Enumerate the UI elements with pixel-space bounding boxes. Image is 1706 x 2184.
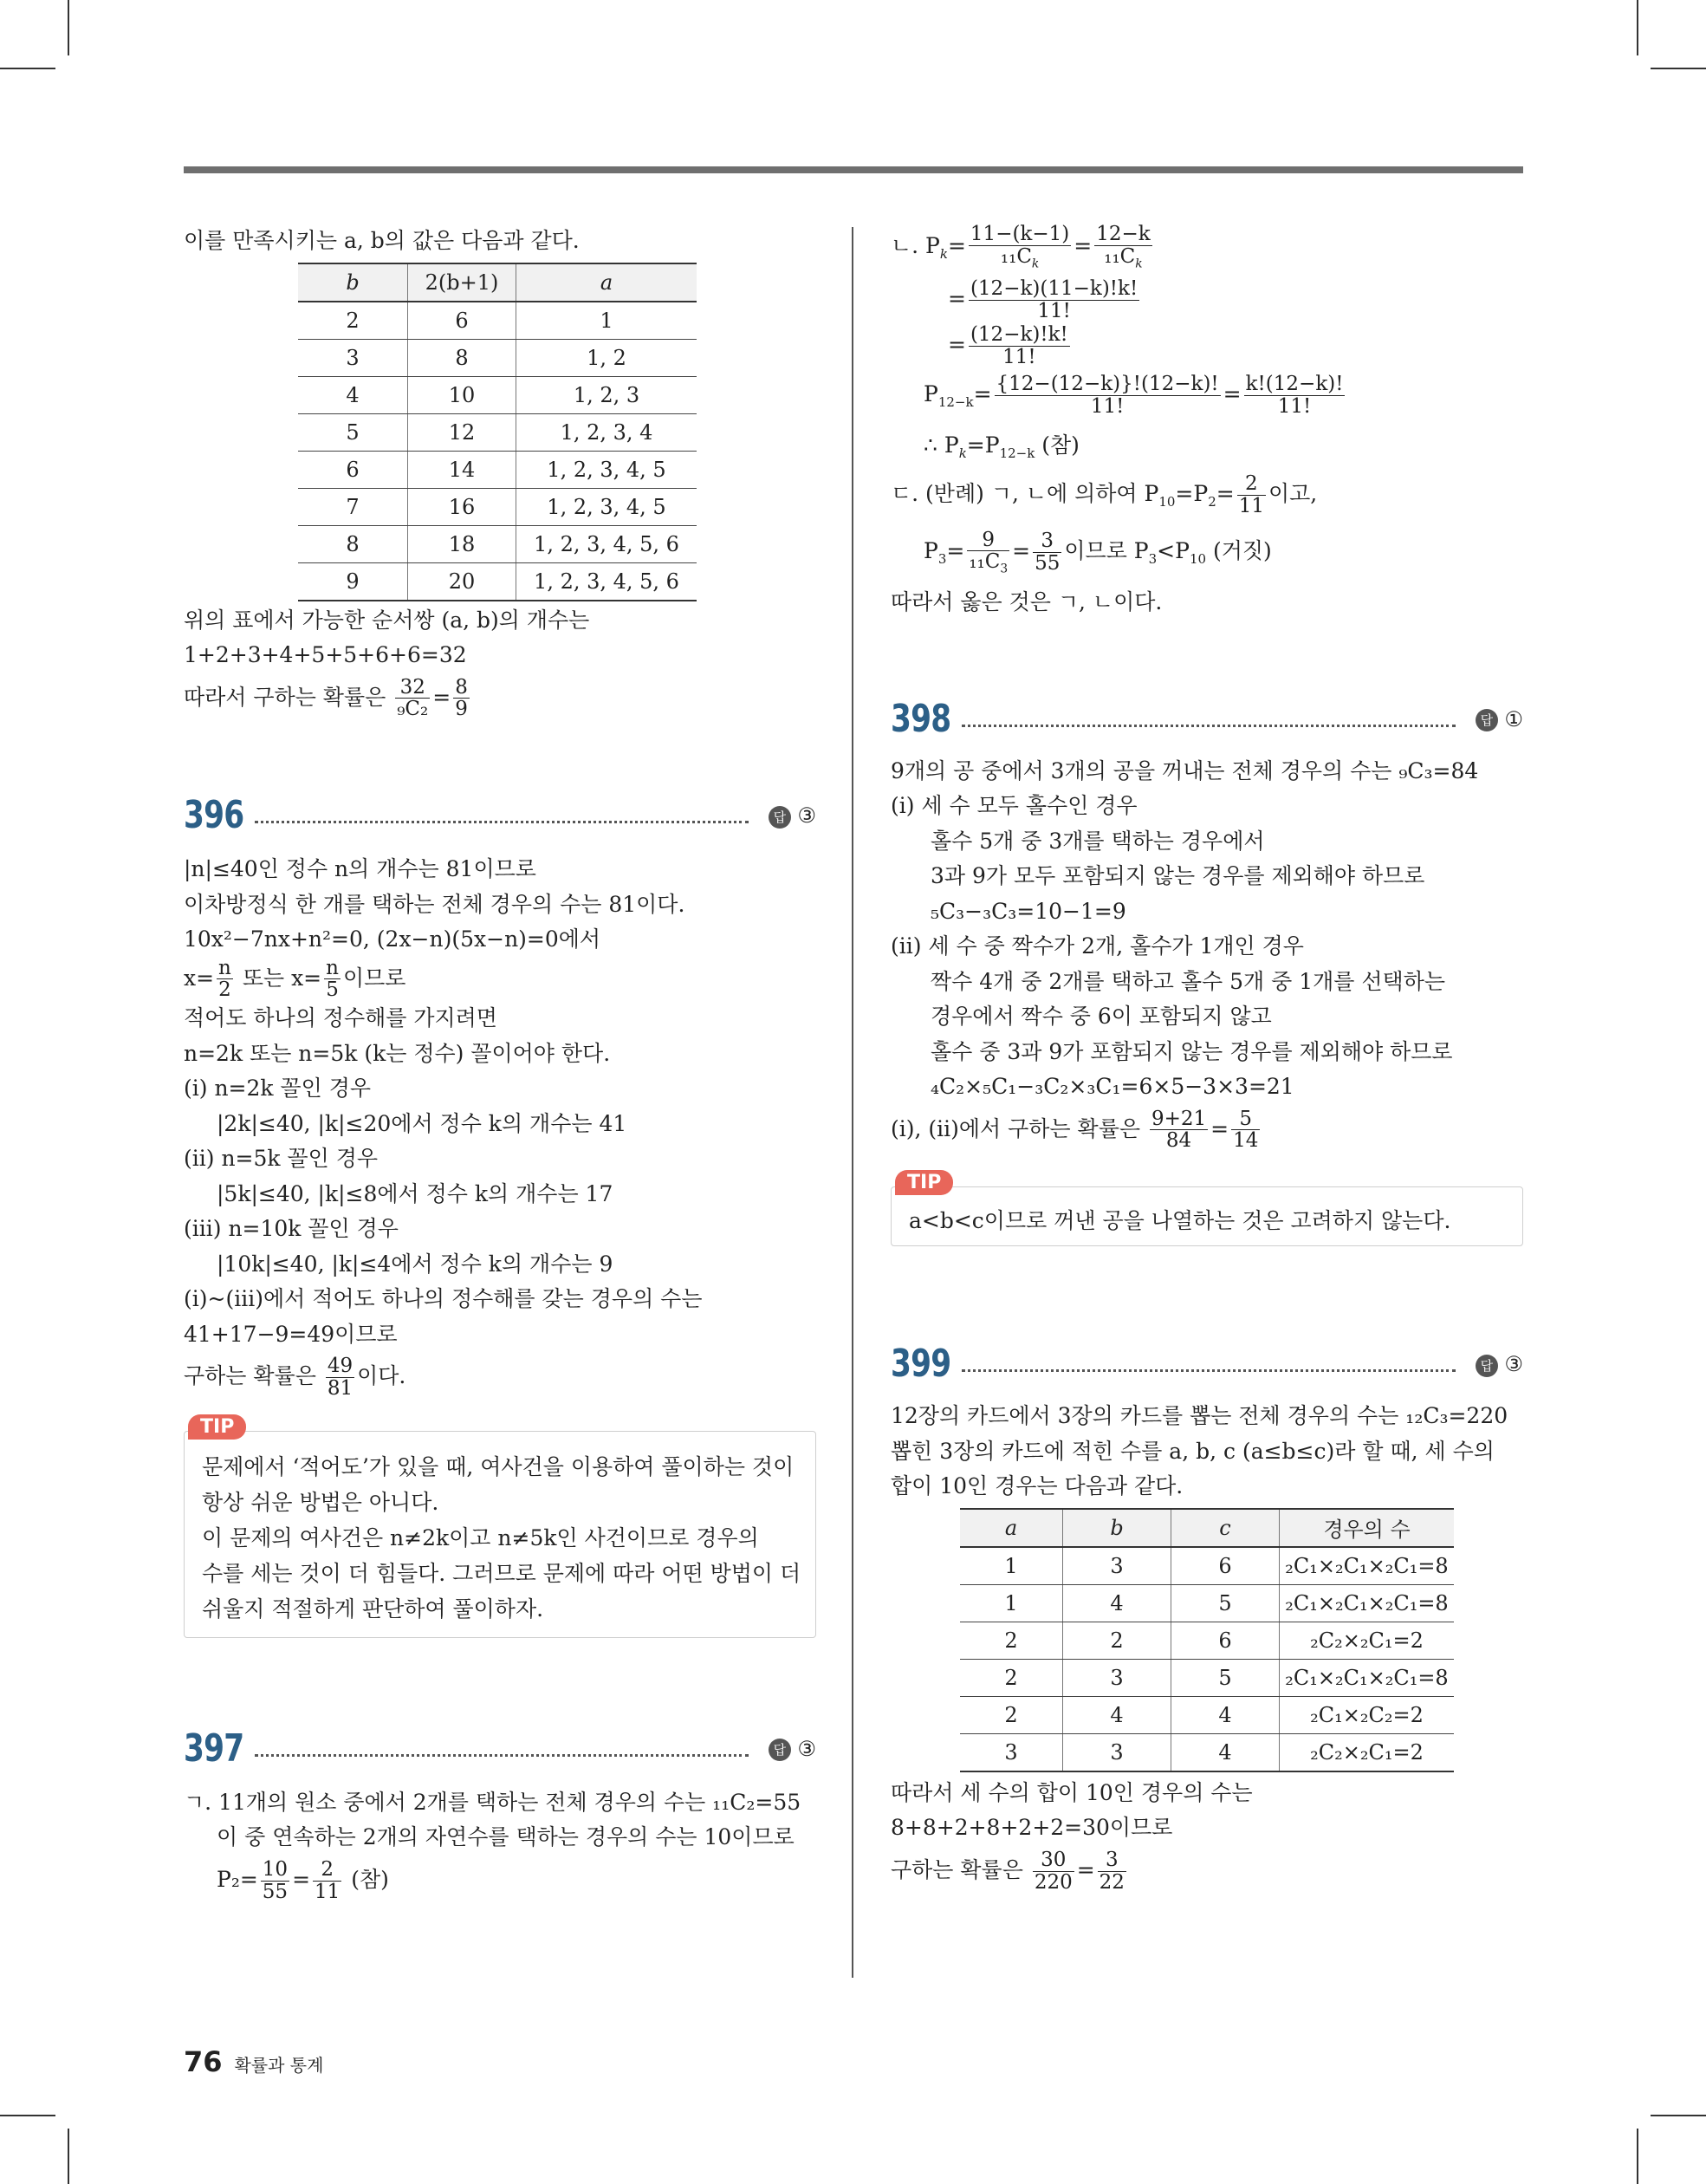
text: =P: [966, 432, 1000, 458]
text-line: [184, 1355, 816, 1400]
fraction: [324, 958, 341, 1002]
text: 이므로 P: [1064, 538, 1149, 564]
cell: 3: [1063, 1547, 1171, 1585]
cell: ₂C₁×₂C₁×₂C₁=8: [1280, 1659, 1455, 1696]
numerator: 32: [395, 677, 430, 699]
fraction: [1231, 1108, 1260, 1153]
text-line: 적어도 하나의 정수해를 가지려면: [184, 1005, 497, 1031]
problem-number: 397: [184, 1726, 244, 1771]
crop-mark: [1637, 2129, 1638, 2184]
fraction: [995, 374, 1221, 418]
table-header: b: [298, 263, 408, 302]
text: 이고,: [1268, 481, 1318, 507]
table-header: a: [516, 263, 697, 302]
cell: 1, 2: [516, 339, 697, 376]
table-row: [298, 413, 697, 451]
denominator: 14: [1233, 1129, 1259, 1153]
cell: 20: [408, 562, 516, 601]
text: 구하는 확률은: [891, 1856, 1023, 1882]
text-line: P₂= $\frac{10}{55}$ = $\frac{2}{11}$ (참): [217, 1857, 389, 1903]
table-a-values: [298, 263, 697, 601]
text-line: [184, 958, 816, 1002]
text-line: 이 중 연속하는 2개의 자연수를 택하는 경우의 수는 10이므로: [217, 1824, 795, 1850]
text: 또는 x=: [242, 965, 322, 991]
text-line: |n|≤40인 정수 n의 개수는 81이므로: [184, 856, 536, 882]
text: ₁₁C: [1104, 245, 1136, 269]
cell: 6: [1171, 1622, 1280, 1659]
numerator: n: [218, 956, 231, 979]
fraction: [1244, 374, 1346, 418]
answer-value: ①: [1504, 706, 1523, 731]
text: 따라서 구하는 확률은: [184, 684, 386, 710]
numerator: 11−(k−1): [970, 223, 1070, 246]
table-row: [960, 1659, 1454, 1696]
cell: ₂C₁×₂C₂=2: [1280, 1696, 1455, 1733]
cell: 1, 2, 3, 4, 5: [516, 488, 697, 525]
subscript: k: [1031, 257, 1040, 271]
denominator: 11: [315, 1880, 341, 1903]
fraction: [967, 530, 1009, 576]
text: P: [924, 380, 938, 406]
cell: 1, 2, 3, 4, 5, 6: [516, 525, 697, 562]
cell: 3: [960, 1733, 1063, 1771]
text: (거짓): [1212, 538, 1272, 564]
text-line: ₄C₂×₅C₁−₃C₂×₃C₁=6×5−3×3=21: [931, 1074, 1294, 1100]
answer-badge-icon: 답: [769, 806, 791, 829]
text: 이다.: [357, 1363, 406, 1389]
cell: 3: [1063, 1733, 1171, 1771]
cell: ₂C₁×₂C₁×₂C₁=8: [1280, 1584, 1455, 1622]
text-line: n=2k 또는 n=5k (k는 정수) 꼴이어야 한다.: [184, 1040, 611, 1066]
table-header: a: [960, 1509, 1063, 1547]
cell: ₂C₁×₂C₁×₂C₁=8: [1280, 1547, 1455, 1585]
equation-line: ㄴ. $P_k=$ $\frac{11-(k-1)}{_{11}C_k}$ = $\frac{12-k}{_{11}C_k}$: [891, 223, 1151, 271]
problem-number: 396: [184, 793, 244, 838]
text-line: 12장의 카드에서 3장의 카드를 뽑는 전체 경우의 수는 ₁₂C₃=220: [891, 1403, 1508, 1429]
numerator: 9+21: [1151, 1107, 1207, 1130]
tip-text: 이 문제의 여사건은 n≠2k이고 n≠5k인 사건이므로 경우의: [202, 1524, 759, 1550]
denominator: [1094, 246, 1151, 270]
fraction: [969, 224, 1071, 270]
table-header: b: [1063, 1509, 1171, 1547]
cell: 5: [1171, 1659, 1280, 1696]
text-line: 뽑힌 3장의 카드에 적힌 수를 a, b, c (a≤b≤c)라 할 때, 세 수의: [891, 1438, 1495, 1464]
cell: 1, 2, 3, 4, 5: [516, 451, 697, 488]
tip-box: [891, 1172, 1523, 1246]
dotted-leader: [255, 1754, 749, 1757]
section-label: 확률과 통계: [234, 2055, 324, 2076]
answer: [769, 803, 816, 829]
cell: 5: [1171, 1584, 1280, 1622]
text-line: 8+8+2+8+2+2=30이므로: [891, 1815, 1173, 1841]
fraction: [1098, 1849, 1126, 1894]
text-line: 이차방정식 한 개를 택하는 전체 경우의 수는 81이다.: [184, 891, 685, 917]
table-row: [298, 562, 697, 601]
tip-text: 쉬울지 적절하게 판단하여 풀이하자.: [202, 1596, 544, 1622]
cell: 8: [408, 339, 516, 376]
answer-badge-icon: 답: [769, 1739, 791, 1761]
text-line: |10k|≤40, |k|≤4에서 정수 k의 개수는 9: [217, 1251, 613, 1277]
cell: 1, 2, 3, 4: [516, 413, 697, 451]
cell: 6: [1171, 1547, 1280, 1585]
text-line: |2k|≤40, |k|≤20에서 정수 k의 개수는 41: [217, 1110, 627, 1136]
denominator: 11!: [1090, 394, 1125, 418]
text: ㄷ. (반례) ㄱ, ㄴ에 의하여 P: [891, 481, 1159, 507]
fraction: [1033, 530, 1061, 575]
denominator: 5: [326, 978, 339, 1002]
fraction: [453, 677, 470, 721]
header-rule: [184, 166, 1523, 173]
numerator: 12−k: [1096, 223, 1151, 246]
text: P₂=: [217, 1866, 258, 1892]
numerator: k!(12−k)!: [1245, 372, 1344, 395]
cell: 2: [1063, 1622, 1171, 1659]
equation-line: $P_{12-k}=$ $\frac{\{12-(12-k)\}!(12-k)!}{11!}$ = $\frac{k!(12-k)!}{11!}$: [924, 372, 1344, 418]
cell: 6: [298, 451, 408, 488]
fraction: [1033, 1849, 1074, 1894]
text-line: 짝수 4개 중 2개를 택하고 홀수 5개 중 1개를 선택하는: [931, 968, 1445, 994]
fraction: [1094, 224, 1151, 270]
fraction: [1237, 473, 1266, 517]
text-line: |5k|≤40, |k|≤8에서 정수 k의 개수는 17: [217, 1180, 613, 1206]
cell: 6: [408, 302, 516, 340]
fraction: [313, 1859, 341, 1903]
text: P: [924, 538, 938, 564]
cell: 18: [408, 525, 516, 562]
text-line: 1+2+3+4+5+5+6+6=32: [184, 642, 467, 667]
text-line: (i) n=2k 꼴인 경우: [184, 1076, 372, 1102]
cell: 10: [408, 376, 516, 413]
cell: 2: [960, 1659, 1063, 1696]
cell: 8: [298, 525, 408, 562]
text-line: 홀수 중 3과 9가 포함되지 않는 경우를 제외해야 하므로: [931, 1038, 1453, 1064]
numerator: n: [326, 956, 339, 979]
subscript: 10: [1189, 551, 1207, 568]
text: =P: [1175, 481, 1209, 507]
text-line: 따라서 옳은 것은 ㄱ, ㄴ이다.: [891, 589, 1163, 615]
cell: 14: [408, 451, 516, 488]
cell: 3: [298, 339, 408, 376]
tip-text: a<b<c이므로 꺼낸 공을 나열하는 것은 고려하지 않는다.: [909, 1208, 1451, 1234]
table-header: 경우의 수: [1280, 1509, 1455, 1547]
denominator: 22: [1099, 1870, 1125, 1894]
text-line: 따라서 세 수의 합이 10인 경우의 수는: [891, 1779, 1253, 1805]
table-row: [960, 1733, 1454, 1771]
numerator: {12−(12−k)}!(12−k)!: [996, 372, 1219, 395]
answer-badge-icon: 답: [1476, 709, 1498, 731]
table-row: [960, 1547, 1454, 1585]
text: ₁₁C: [1000, 245, 1032, 269]
crop-mark: [1637, 0, 1638, 55]
cell: 2: [298, 302, 408, 340]
text: x=: [184, 965, 215, 991]
table-row: [298, 451, 697, 488]
denominator: 9: [455, 698, 468, 721]
numerator: 8: [455, 675, 468, 699]
fraction: [969, 278, 1139, 322]
cell: 1: [960, 1547, 1063, 1585]
page-number: 76: [184, 2045, 223, 2078]
denominator: 81: [327, 1377, 354, 1401]
intro-text: 이를 만족시키는 a, b의 값은 다음과 같다.: [184, 228, 580, 253]
problem-397-header: [184, 1725, 816, 1780]
equation-line: ㄷ. (반례) ㄱ, ㄴ에 의하여 $P_{10}=P_2=$ $\frac{2}{11}$ 이고,: [891, 472, 1318, 518]
numerator: 3: [1033, 530, 1061, 553]
denominator: ₉C₂: [397, 698, 429, 721]
text-line: 3과 9가 모두 포함되지 않는 경우를 제외해야 하므로: [931, 863, 1425, 889]
denominator: 11: [1238, 495, 1264, 518]
cell: 7: [298, 488, 408, 525]
cell: 2: [960, 1696, 1063, 1733]
answer-value: ③: [797, 803, 816, 829]
denominator: 11!: [1002, 345, 1036, 368]
dotted-leader: [255, 821, 749, 823]
table-row: [960, 1696, 1454, 1733]
equation-line: = $\frac{(12-k)(11-k)!k!}{11!}$: [948, 277, 1138, 322]
cell: 4: [1063, 1584, 1171, 1622]
cell: 9: [298, 562, 408, 601]
table-row: [298, 302, 697, 340]
text: <P: [1157, 538, 1190, 564]
cell: 12: [408, 413, 516, 451]
tip-label: TIP: [895, 1170, 953, 1195]
subscript: 12−k: [937, 393, 974, 410]
table-row: [298, 525, 697, 562]
denominator: [967, 551, 1009, 575]
denominator: 55: [262, 1880, 289, 1903]
denominator: 2: [218, 978, 231, 1002]
subscript: 2: [1208, 494, 1216, 510]
table-header: 2(b+1): [408, 263, 516, 302]
cell: 1, 2, 3: [516, 376, 697, 413]
equation-line: $P_3=$ $\frac{9}{_{11}C_3}$ = $\frac{3}{55}$ 이므로 $P_3<P_{10}$ (거짓): [924, 528, 1272, 576]
crop-mark: [68, 0, 69, 55]
table-header: c: [1171, 1509, 1280, 1547]
fraction: [395, 677, 430, 721]
numerator: 9: [967, 530, 1009, 552]
text-line: 9개의 공 중에서 3개의 공을 꺼내는 전체 경우의 수는 ₉C₃=84: [891, 757, 1479, 783]
text-line: (i)~(iii)에서 적어도 하나의 정수해를 갖는 경우의 수는: [184, 1286, 703, 1312]
answer: [1476, 1352, 1523, 1377]
denominator: 11!: [1037, 300, 1071, 322]
fraction: [326, 1355, 354, 1400]
tip-text: 수를 세는 것이 더 힘들다. 그러므로 문제에 따라 어떤 방법이 더: [202, 1560, 801, 1586]
table-cases: [960, 1508, 1454, 1772]
numerator: 10: [262, 1857, 289, 1881]
answer-value: ③: [1504, 1352, 1523, 1377]
text: ₁₁C: [969, 550, 1001, 574]
numerator: 5: [1231, 1108, 1260, 1131]
subscript: k: [1135, 257, 1143, 271]
text-line: 41+17−9=49이므로: [184, 1321, 398, 1347]
denominator: 220: [1034, 1870, 1073, 1894]
problem-396-header: [184, 791, 816, 847]
crop-mark: [1651, 2115, 1706, 2116]
crop-mark: [68, 2129, 69, 2184]
subscript: 10: [1158, 494, 1176, 510]
cell: 4: [1063, 1696, 1171, 1733]
text-line: 합이 10인 경우는 다음과 같다.: [891, 1473, 1184, 1499]
text: 이므로: [342, 965, 406, 991]
numerator: 2: [313, 1859, 341, 1882]
numerator: (12−k)!k!: [970, 323, 1068, 346]
cell: ₂C₂×₂C₁=2: [1280, 1733, 1455, 1771]
cell: 1: [960, 1584, 1063, 1622]
numerator: (12−k)(11−k)!k!: [970, 277, 1138, 301]
problem-number: 399: [891, 1342, 951, 1387]
dotted-leader: [962, 1369, 1456, 1372]
answer: [769, 1737, 816, 1762]
numerator: 3: [1098, 1849, 1126, 1872]
cell: 3: [1063, 1659, 1171, 1696]
fraction: [1150, 1108, 1208, 1153]
text: ㄴ. P: [891, 233, 940, 258]
cell: 4: [1171, 1733, 1280, 1771]
tip-box: [184, 1415, 816, 1638]
problem-398-header: [891, 695, 1523, 751]
cell: 1: [516, 302, 697, 340]
answer-badge-icon: 답: [1476, 1355, 1498, 1377]
subscript: 12−k: [999, 445, 1035, 461]
subscript: k: [939, 246, 948, 262]
table-row: [960, 1584, 1454, 1622]
column-divider: [852, 227, 853, 1978]
table-row: [298, 488, 697, 525]
fraction: [261, 1859, 289, 1903]
crop-mark: [0, 68, 55, 69]
text-line: (ii) 세 수 중 짝수가 2개, 홀수가 1개인 경우: [891, 933, 1304, 959]
text-line: ㄱ. 11개의 원소 중에서 2개를 택하는 전체 경우의 수는 ₁₁C₂=55: [184, 1789, 801, 1815]
cell: 4: [298, 376, 408, 413]
subscript: 3: [1000, 562, 1009, 576]
fraction: [217, 958, 233, 1002]
cell: 1, 2, 3, 4, 5, 6: [516, 562, 697, 601]
subscript: 3: [937, 551, 947, 568]
text: (참): [351, 1866, 389, 1892]
right-column: [891, 224, 1523, 1893]
table-row: [960, 1622, 1454, 1659]
tip-label: TIP: [188, 1414, 246, 1440]
text-line: (i) 세 수 모두 홀수인 경우: [891, 793, 1138, 819]
text-line: (ii) n=5k 꼴인 경우: [184, 1146, 379, 1172]
cell: ₂C₂×₂C₁=2: [1280, 1622, 1455, 1659]
answer-value: ③: [797, 1736, 816, 1761]
denominator: [969, 246, 1071, 270]
numerator: 2: [1237, 473, 1266, 496]
text-line: 위의 표에서 가능한 순서쌍 (a, b)의 개수는: [184, 607, 590, 633]
text-line: (i), (ii)에서 구하는 확률은 $\frac{9+21}{84}$ = $\frac{5}{14}$: [891, 1107, 1259, 1153]
crop-mark: [0, 2115, 55, 2116]
equation-line: [891, 428, 1523, 471]
fraction: [969, 324, 1070, 368]
problem-399-header: [891, 1340, 1523, 1395]
left-column: [184, 224, 816, 1903]
table-row: [298, 339, 697, 376]
numerator: 30: [1033, 1849, 1074, 1872]
text-line: ₅C₃−₃C₃=10−1=9: [931, 898, 1126, 924]
cell: 4: [1171, 1696, 1280, 1733]
crop-mark: [1651, 68, 1706, 69]
subscript: 3: [1148, 551, 1158, 568]
denominator: 84: [1165, 1129, 1192, 1153]
text-line: 홀수 5개 중 3개를 택하는 경우에서: [931, 828, 1265, 854]
denominator: 11!: [1277, 394, 1312, 418]
text-line: 10x²−7nx+n²=0, (2x−n)(5x−n)=0에서: [184, 926, 601, 952]
tip-text: 항상 쉬운 방법은 아니다.: [202, 1489, 439, 1515]
problem-number: 398: [891, 696, 951, 741]
page-footer: [184, 2045, 323, 2078]
cell: 5: [298, 413, 408, 451]
dotted-leader: [962, 725, 1456, 727]
probability-line: 따라서 구하는 확률은 $\frac{32}{\text{₉C₂}}$ = $\frac{8}{9}$: [184, 675, 468, 721]
numerator: 49: [327, 1355, 354, 1378]
text: (참): [1041, 432, 1080, 458]
text-line: (iii) n=10k 꼴인 경우: [184, 1216, 399, 1242]
denominator: 55: [1035, 552, 1061, 575]
answer: [1476, 707, 1523, 732]
cell: 2: [960, 1622, 1063, 1659]
text: ∴ P: [924, 432, 959, 458]
text: (i), (ii)에서 구하는 확률은: [891, 1115, 1140, 1141]
cell: 16: [408, 488, 516, 525]
equation-line: = $\frac{(12-k)!k!}{11!}$: [948, 323, 1068, 368]
text-line: 경우에서 짝수 중 6이 포함되지 않고: [931, 1004, 1272, 1030]
tip-text: 문제에서 ‘적어도’가 있을 때, 여사건을 이용하여 풀이하는 것이: [202, 1453, 795, 1479]
subscript: k: [958, 445, 967, 461]
table-row: [298, 376, 697, 413]
text-line: 구하는 확률은 $\frac{30}{220}$ = $\frac{3}{22}$: [891, 1848, 1125, 1894]
text: 구하는 확률은: [184, 1363, 316, 1389]
